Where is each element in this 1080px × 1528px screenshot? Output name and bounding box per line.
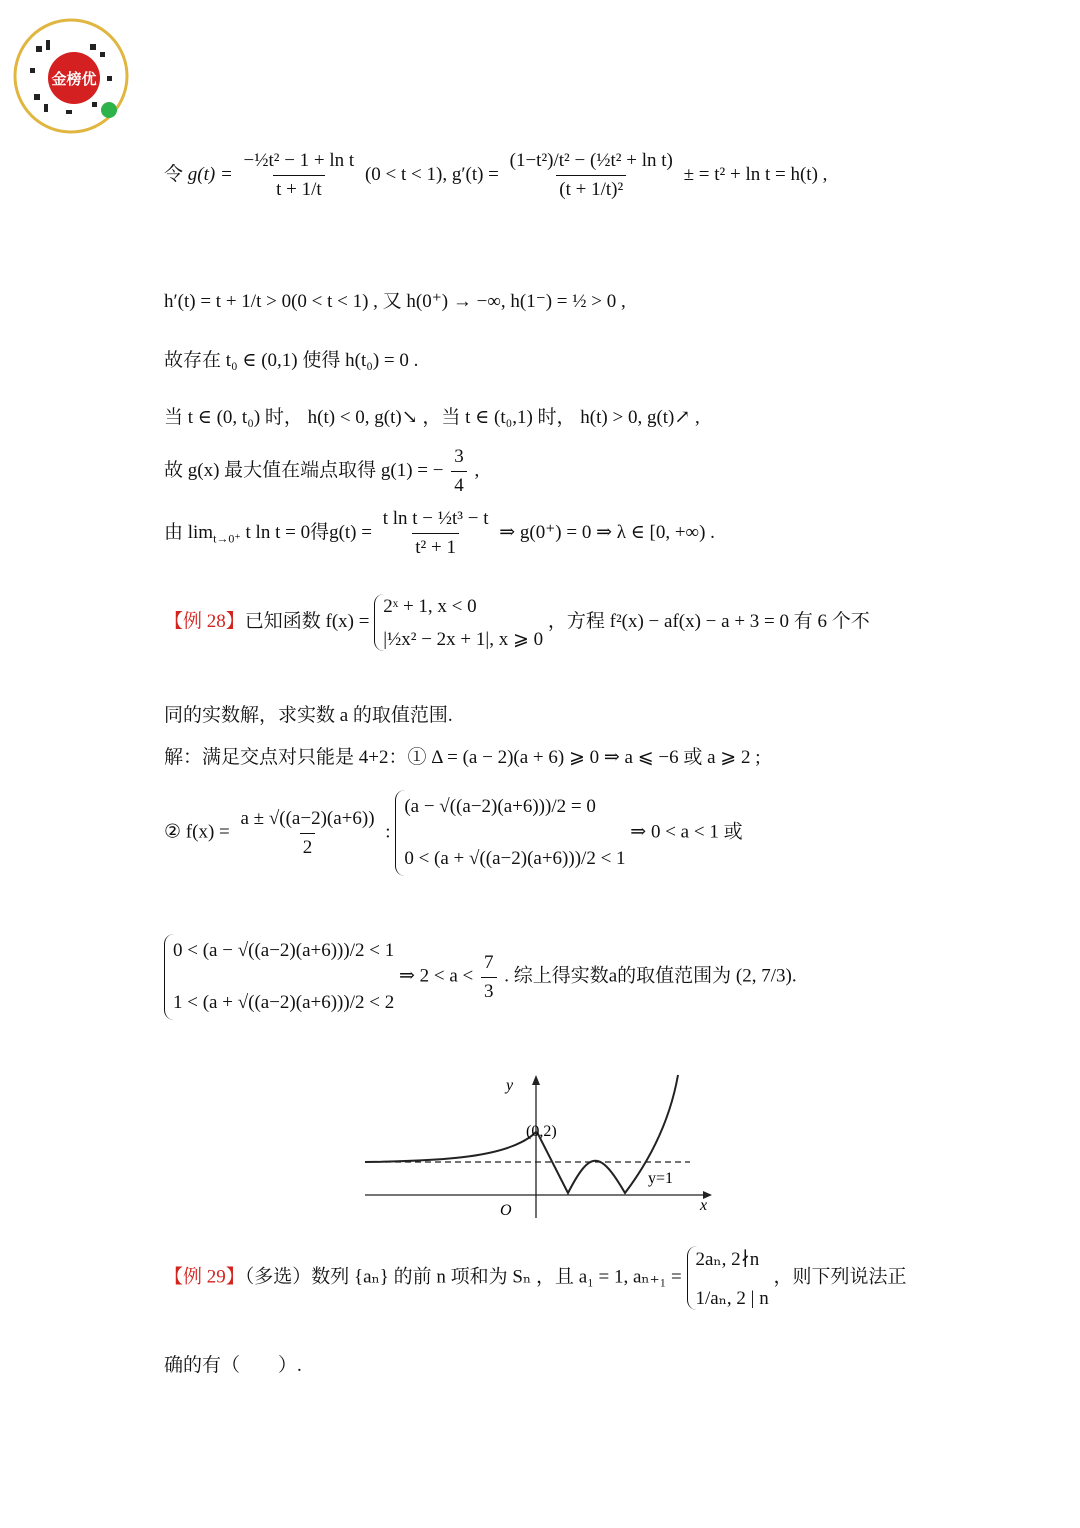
x-label: x [700,1197,708,1214]
logo-brand: 金榜优 [51,70,97,88]
line-monotonic: 当 t ∈ (0, t₀) 时， h(t) < 0, g(t)↘ ，当 t ∈ (t₀,1) 时， h(t) > 0, g(t)↗ , [164,407,700,428]
line-g-derivative: 令 g(t) = $\frac{\text{−½t² − 1 + ln t}}{t + 1/t}$ (0 < t < 1), g′(t) = $\frac{\text{(1−t²)/t² − (½t² + ln t)}}{\text{(t + 1/t)²}}$ ± = t² + ln t = h(t) , [164,150,828,200]
example-29-tag: 【例 29】 [164,1266,245,1288]
solution-step-3: 0 < (a − √((a−2)(a+6)))/2 < 1 1 < (a + √((a−2)(a+6)))/2 < 2 ⇒ 2 < a < $\frac{7}{3}$ . 综上得实数a的取值范围为 (2, 7/3). [164,934,797,1020]
curve [365,1075,678,1193]
line-h-derivative: h′(t) = t + 1/t > 0(0 < t < 1) , 又 h(0⁺) → −∞, h(1⁻) = ½ > 0 , [164,291,626,312]
line-exists-t0: 故存在 t₀ ∈ (0,1) 使得 h(t₀) = 0 . [164,350,419,371]
line-label: y=1 [648,1170,674,1187]
function-graph [360,1070,720,1225]
y-label: y [506,1077,514,1094]
example-28-tag: 【例 28】 [164,610,245,632]
example-28: 【例 28】已知函数 f(x) = 2ˣ + 1, x < 0 |½x² − 2x + 1|, x ⩾ 0 ，方程 f²(x) − af(x) − a + 3 = 0 有 6 个不 [164,596,870,650]
line-limit: 由 $\lim_{t\to 0^+} t$ ln t = 0得g(t) = $\frac{\text{t ln t − ½t³ − t}}{\text{t² + 1}}$ ⇒ g(0⁺) = 0 ⇒ λ ∈ [0, +∞) . [164,508,715,558]
point-label: (0,2) [526,1123,557,1140]
example-29: 【例 29】（多选）数列 {aₙ} 的前 n 项和为 Sₙ ，且 a₁ = 1, aₙ₊₁ = 2aₙ, 2∤n 1/aₙ, 2 | n ，则下列说法正 [164,1246,907,1310]
solution-step-2: ② f(x) = $\frac{a \pm √((a-2)(a+6))}{2}$ : (a − √((a−2)(a+6)))/2 = 0 0 < (a + √((a−2)(a+6)))/2 < 1 ⇒ 0 < a < 1 或 [164,790,743,876]
origin-label: O [500,1202,512,1219]
qr-logo [6,6,136,136]
example-29-cont: 确的有（ ）. [164,1355,302,1376]
line-max-value: 故 g(x) 最大值在端点取得 g(1) = − $\frac{3}{4}$ , [164,446,480,496]
solution-step-1: 解：满足交点对只能是 4+2：① Δ = (a − 2)(a + 6) ⩾ 0 ⇒ a ⩽ −6 或 a ⩾ 2 ; [164,747,761,768]
example-28-cont: 同的实数解，求实数 a 的取值范围. [164,705,453,726]
